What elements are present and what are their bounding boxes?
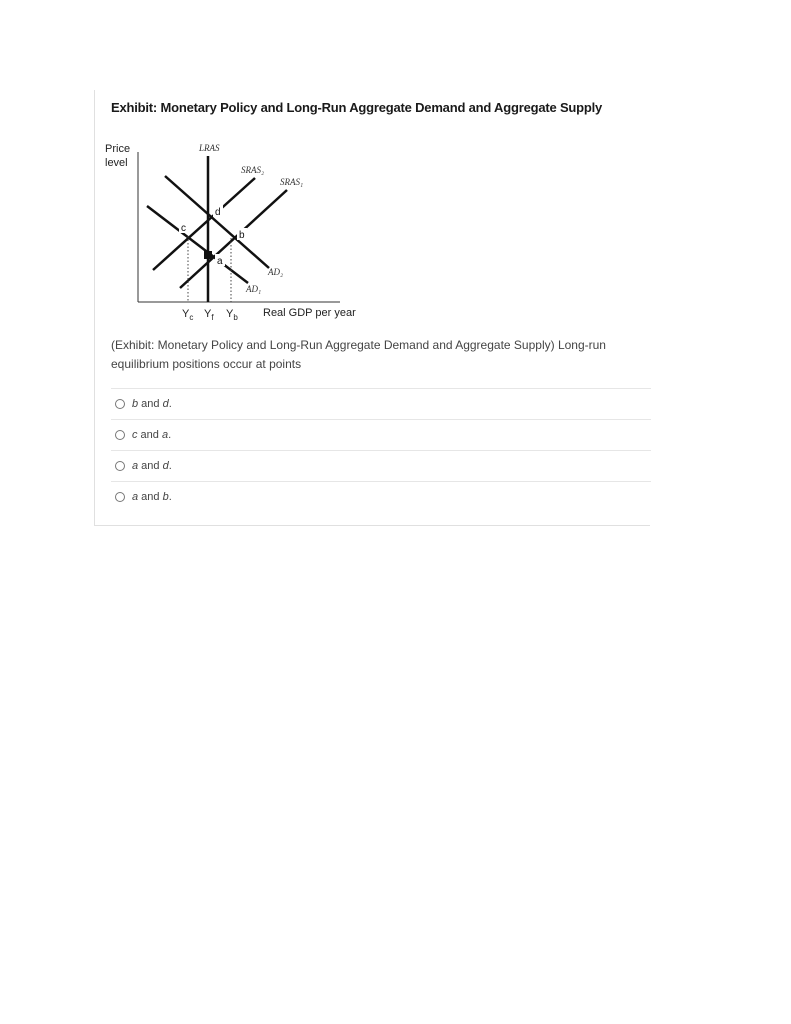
y-axis-label-level: level (105, 157, 128, 169)
question-text: (Exhibit: Monetary Policy and Long-Run Aggregate Demand and Aggregate Supply) Long-run equilibrium positions occur at points (111, 338, 606, 371)
answer-option-label: a and d. (132, 460, 172, 472)
point-d-label: d (215, 207, 221, 218)
exhibit-graph (105, 138, 375, 324)
ad2-label: AD₂ (268, 267, 284, 277)
answer-options (111, 388, 651, 512)
x-axis-label: Real GDP per year (263, 307, 356, 319)
radio-button[interactable] (115, 461, 125, 471)
answer-option-1[interactable] (111, 388, 651, 419)
answer-option-3[interactable] (111, 450, 651, 481)
answer-option-label: c and a. (132, 429, 172, 441)
tick-yc: $Y_c$ (182, 308, 194, 322)
tick-yb: $Y_b$ (226, 308, 238, 322)
sras1-label: SRAS₁ (280, 177, 304, 187)
sras2-label: SRAS₂ (241, 165, 265, 175)
point-a-marker (204, 251, 212, 259)
question-card (94, 90, 650, 526)
lras-label: LRAS (199, 143, 220, 153)
exhibit-title: Exhibit: Monetary Policy and Long-Run Aggregate Demand and Aggregate Supply (111, 100, 603, 115)
answer-option-label: a and b. (132, 491, 172, 503)
answer-option-2[interactable] (111, 419, 651, 450)
answer-option-label: b and d. (132, 398, 172, 410)
radio-button[interactable] (115, 399, 125, 409)
point-b-label: b (239, 230, 245, 241)
ad1-label: AD₁ (246, 284, 262, 294)
answer-option-4[interactable] (111, 481, 651, 512)
y-axis-label-price: Price (105, 143, 131, 155)
tick-yf: $Y_f$ (204, 308, 214, 322)
point-a-label: a (217, 256, 223, 267)
radio-button[interactable] (115, 492, 125, 502)
graph-svg (105, 138, 375, 324)
radio-button[interactable] (115, 430, 125, 440)
point-c-label: c (181, 223, 186, 234)
